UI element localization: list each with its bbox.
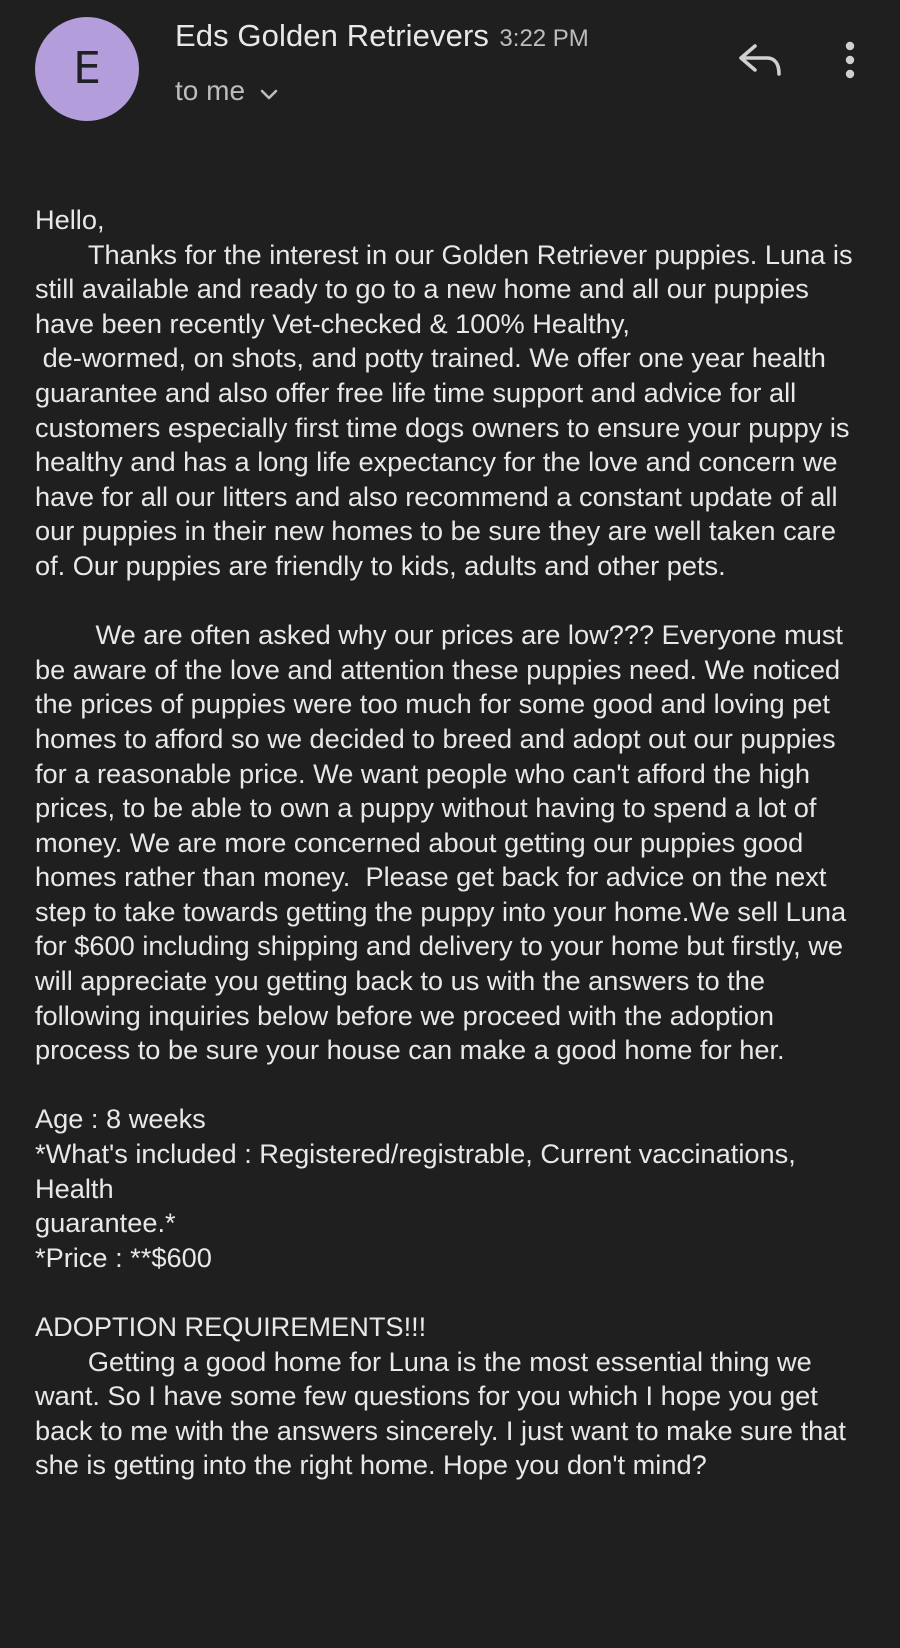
more-vert-icon — [836, 38, 864, 82]
reply-icon — [735, 38, 787, 82]
message-time: 3:22 PM — [499, 25, 589, 52]
recipient-label: to me — [175, 75, 246, 106]
sender-name[interactable]: Eds Golden Retrievers — [175, 18, 489, 53]
reply-button[interactable] — [735, 38, 787, 82]
email-header — [0, 0, 900, 140]
sender-avatar[interactable]: E — [35, 17, 139, 121]
chevron-down-icon[interactable] — [259, 77, 279, 109]
sender-line — [175, 18, 589, 54]
more-options-button[interactable] — [836, 38, 864, 82]
recipient-details-toggle[interactable] — [175, 73, 279, 109]
email-body: Hello, Thanks for the interest in our Golden Retriever puppies. Luna is still available and ready to go to a new home and all our puppies have been recently Vet-checked & 100% Healthy, de-wormed, on shots, and potty trained. We offer one year health guarantee and also offer free life time support and advice for all customers especially first time dogs owners to ensure your puppy is healthy and has a long life expectancy for the love and concern we have for all our litters and also recommend a constant update of all our puppies in their new homes to be sure they are well taken care of. Our puppies are friendly to kids, adults and other pets. We are often asked why our prices are low??? Everyone must be aware of the love and attention these puppies need. We noticed the prices of puppies were too much for some good and loving pet homes to afford so we decided to breed and adopt out our puppies for a reasonable price. We want people who can't afford the high prices, to be able to own a puppy without having to spend a lot of money. We are more concerned about getting our puppies good homes rather than money. Please get back for advice on the next step to take towards getting the puppy into your home.We sell Luna for $600 including shipping and delivery to your home but firstly, we will appreciate you getting back to us with the answers to the following inquiries below before we proceed with the adoption process to be sure your house can make a good home for her. Age : 8 weeks *What's included : Registered/registrable, Current vaccinations, Health guarantee.* *Price : **$600 ADOPTION REQUIREMENTS!!! Getting a good home for Luna is the most essential thing we want. So I have some few questions for you which I hope you get back to me with the answers sincerely. I just want to make sure that she is getting into the right home. Hope you don't mind? — [35, 204, 853, 1481]
